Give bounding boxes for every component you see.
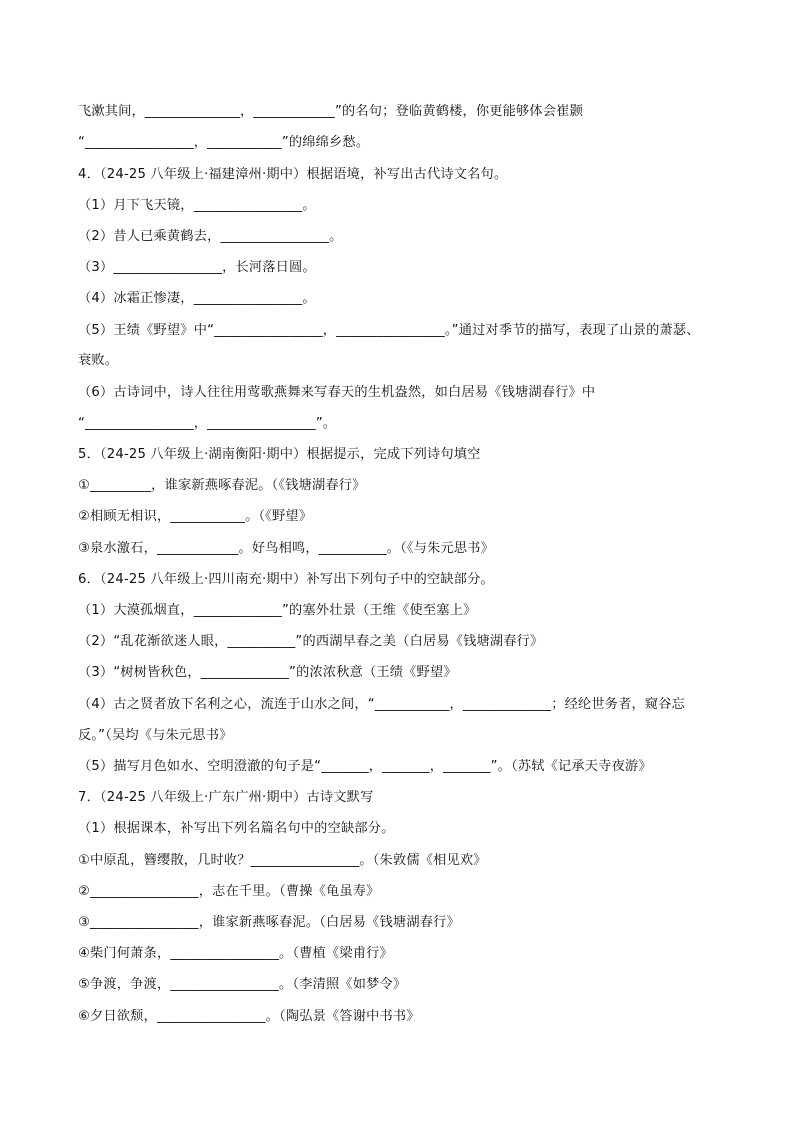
fill-blank-item: （2）昔人已乘黄鹤去，________________。 [78,229,343,244]
text-line: “________________，________________”。 [78,416,337,431]
question-heading: 6．（24-25 八年级上·四川南充·期中）补写出下列句子中的空缺部分。 [78,572,494,587]
fill-blank-item: （3）________________，长河落日圆。 [78,260,316,275]
fill-blank-item: （5）王绩《野望》中“________________，________________。”通过对季节的描写，表现了山景的萧瑟、 [78,323,700,338]
text-line: “________________，___________”的绵绵乡愁。 [78,135,370,150]
fill-blank-item: ⑤争渡，争渡，________________。（李清照《如梦令》 [78,977,407,992]
fill-blank-item: ②________________，志在千里。（曹操《龟虽寿》 [78,884,380,899]
question-heading: 5．（24-25 八年级上·湖南衡阳·期中）根据提示，完成下列诗句填空 [78,447,481,462]
fill-blank-item: ③________________，谁家新燕啄春泥。（白居易《钱塘湖春行》 [78,915,460,930]
fill-blank-item: ①中原乱，簪缨散，几时收？________________。（朱敦儒《相见欢》 [78,853,487,868]
text-line: （1）根据课本，补写出下列名篇名句中的空缺部分。 [78,821,395,836]
fill-blank-item: （1）大漠孤烟直，_____________”的塞外壮景（王维《使至塞上》 [78,603,477,618]
text-line: 飞漱其间，______________，____________”的名句；登临黄鹤楼，你更能够体会崔颢 [78,104,583,119]
question-heading: 7．（24-25 八年级上·广东广州·期中）古诗文默写 [78,790,374,805]
fill-blank-item: （6）古诗词中，诗人往往用莺歌燕舞来写春天的生机盎然，如白居易《钱塘湖春行》中 [78,385,596,400]
fill-blank-item: ③泉水激石，____________。好鸟相鸣，__________。（《与朱元思书》 [78,541,495,556]
fill-blank-item: （1）月下飞天镜，________________。 [78,198,316,213]
fill-blank-item: （4）古之贤者放下名利之心，流连于山水之间，“___________，_____________；经纶世务者，窥谷忘 [78,697,686,712]
fill-blank-item: （4）冰霜正惨凄，________________。 [78,291,316,306]
fill-blank-item: （5）描写月色如水、空明澄澈的句子是“_______，_______，_______”。（苏轼《记承天寺夜游》 [78,759,652,774]
fill-blank-item: ⑥夕日欲颓，________________。（陶弘景《答谢中书书》 [78,1009,420,1024]
text-line: 衰败。 [78,353,119,368]
fill-blank-item: （3）“树树皆秋色，_____________”的浓浓秋意（王绩《野望》 [78,665,457,680]
fill-blank-item: （2）“乱花渐欲迷人眼，__________”的西湖早春之美（白居易《钱塘湖春行》 [78,634,544,649]
fill-blank-item: ②相顾无相识，___________。（《野望》 [78,509,313,524]
text-line: 反。”（吴均《与朱元思书》 [78,728,233,743]
question-heading: 4．（24-25 八年级上·福建漳州·期中）根据语境，补写出古代诗文名句。 [78,167,508,182]
fill-blank-item: ①_________，谁家新燕啄春泥。（《钱塘湖春行》 [78,478,366,493]
fill-blank-item: ④柴门何萧条，________________。（曹植《梁甫行》 [78,946,393,961]
